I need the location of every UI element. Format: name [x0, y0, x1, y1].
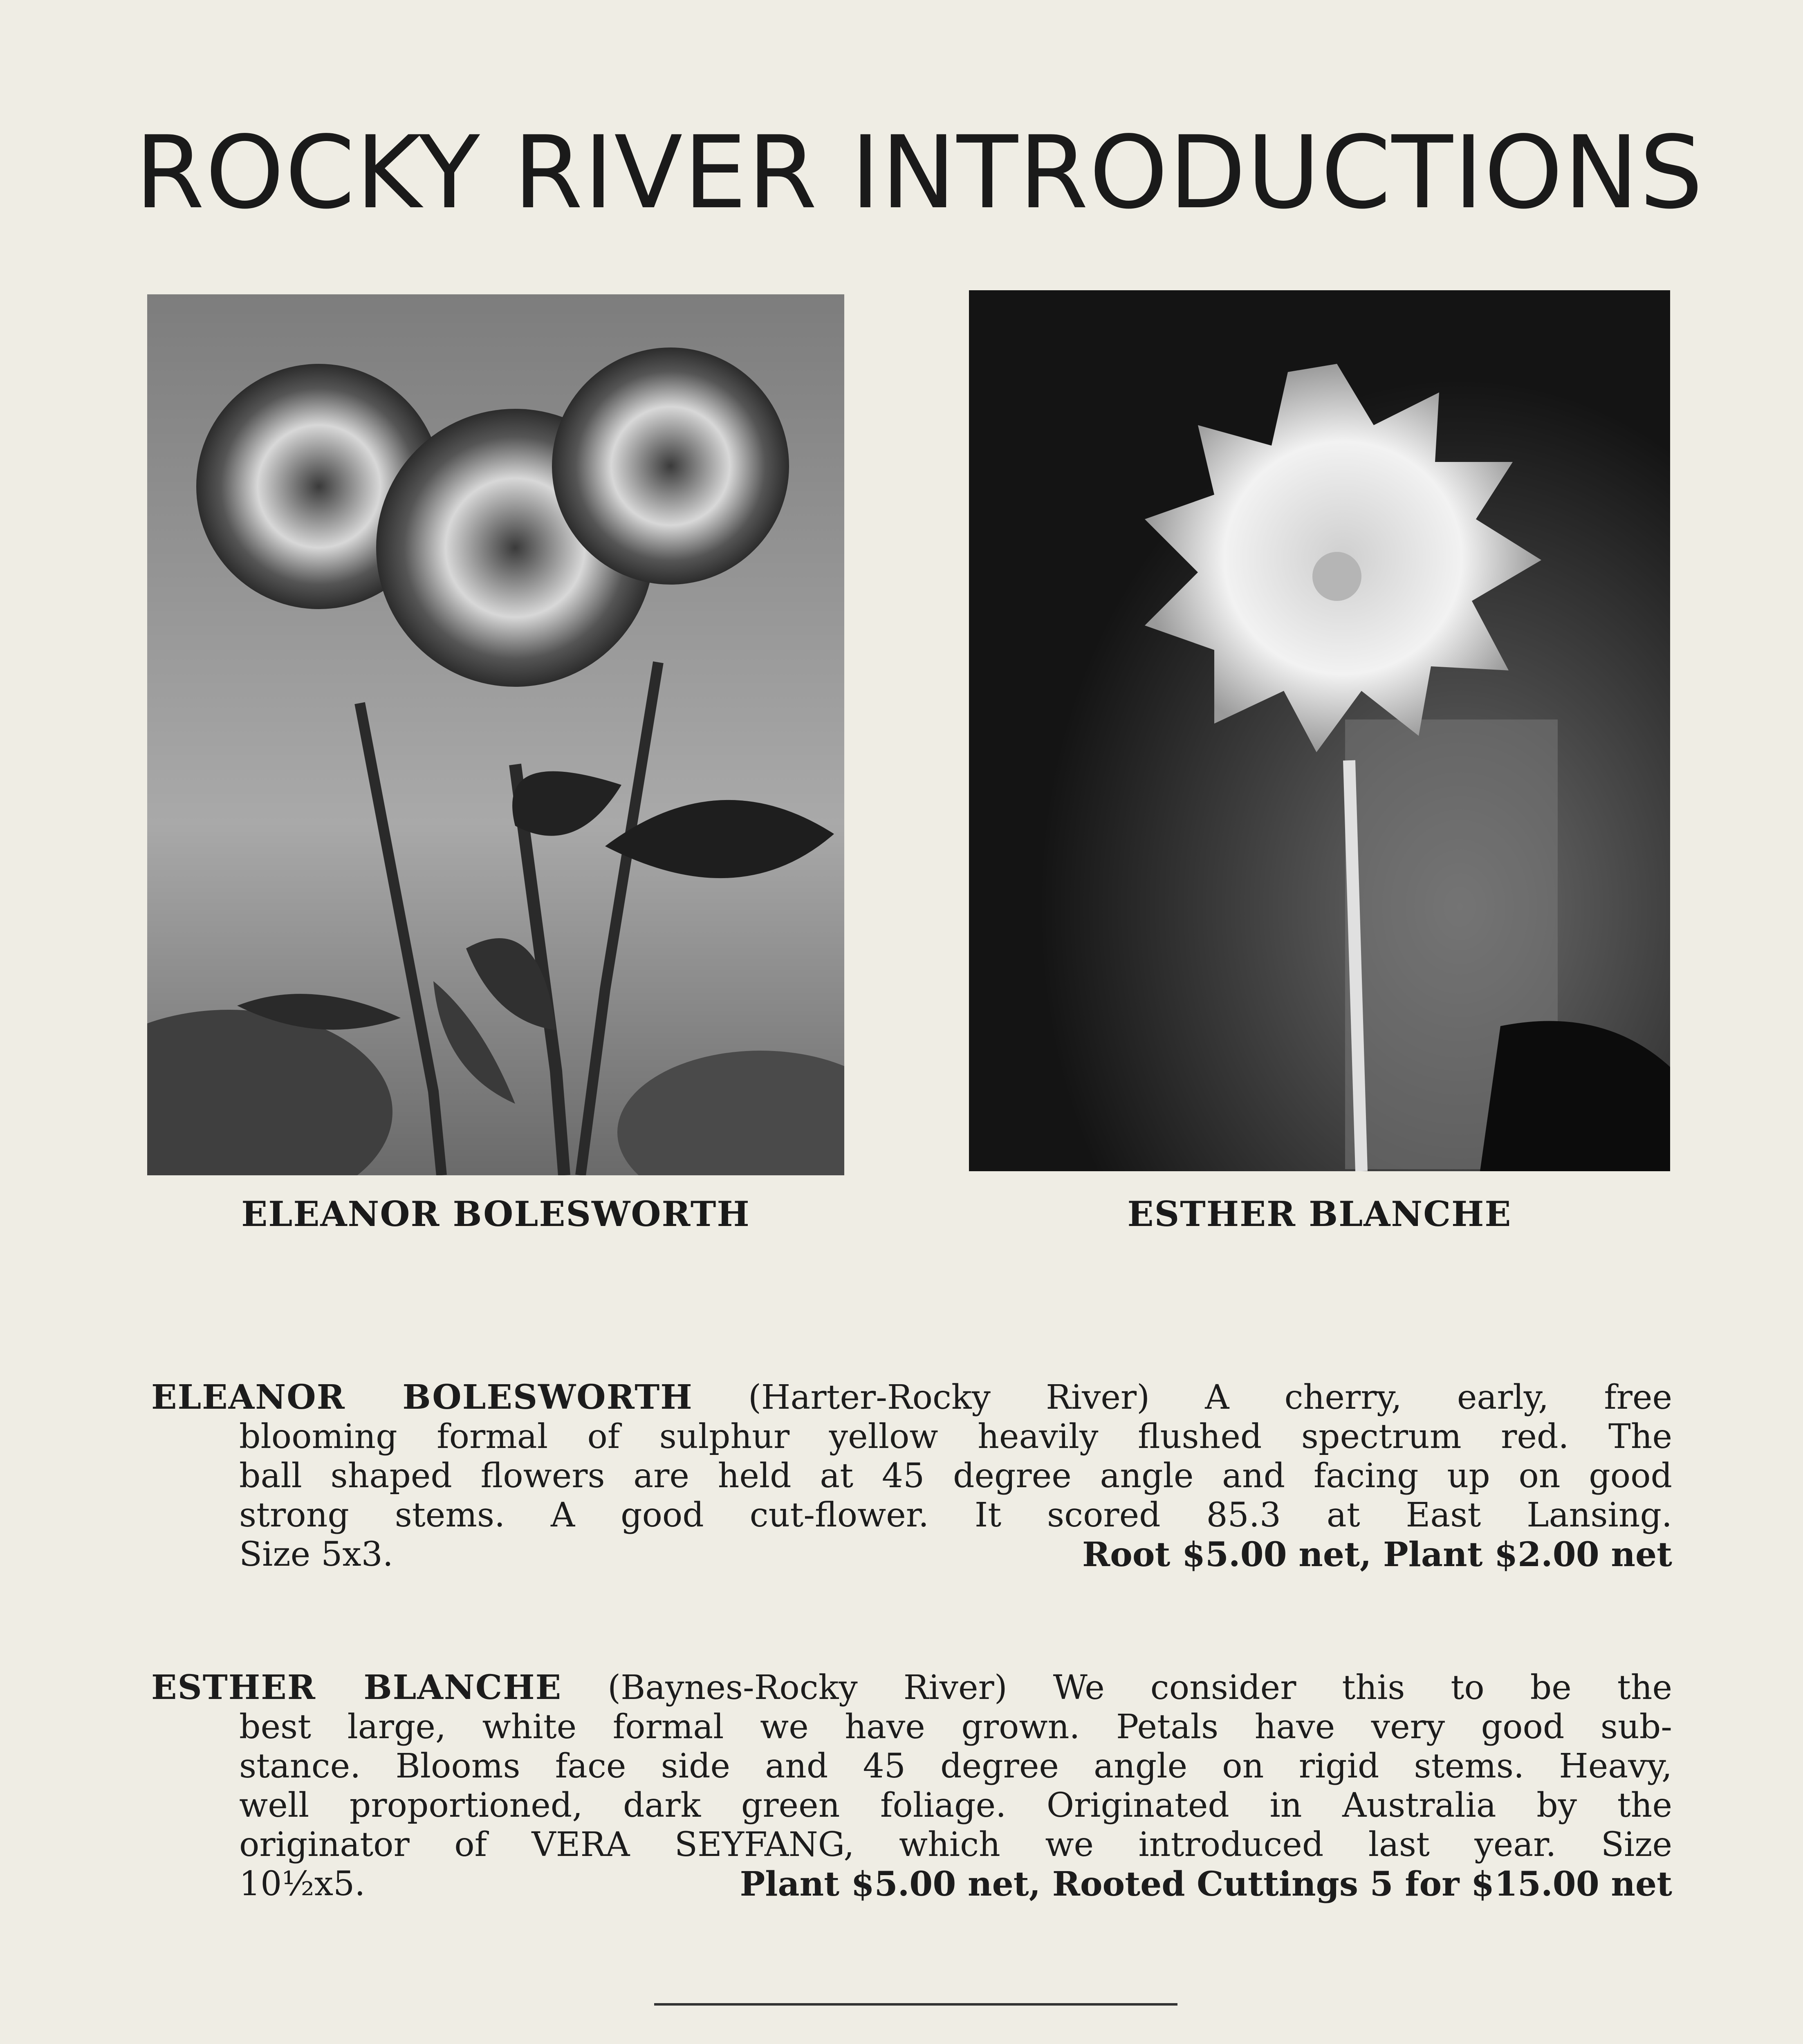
entry-last-line	[151, 1535, 1672, 1574]
entry-line: well proportioned, dark green foliage. Originated in Australia by the	[239, 1786, 1672, 1825]
entry-line: best large, white formal we have grown. Petals have very good sub-	[239, 1708, 1672, 1746]
entry-line: originator of VERA SEYFANG, which we introduced last year. Size	[239, 1825, 1672, 1864]
variety-entry	[151, 1668, 1672, 1904]
eleanor-bolesworth-photo	[147, 294, 844, 1175]
dahlia-cluster-image	[147, 294, 844, 1175]
entry-size: 10½x5.	[239, 1865, 366, 1903]
entry-first-line	[151, 1378, 1672, 1417]
entry-text: (Harter-Rocky River) A cherry, early, free	[693, 1378, 1672, 1417]
white-dahlia-image	[969, 290, 1670, 1171]
variety-name: ESTHER BLANCHE	[151, 1668, 562, 1707]
entry-last-line	[151, 1865, 1672, 1904]
variety-name: ELEANOR BOLESWORTH	[151, 1378, 693, 1417]
photo-caption-left: ELEANOR BOLESWORTH	[241, 1194, 750, 1234]
entry-line: stance. Blooms face side and 45 degree angle on rigid stems. Heavy,	[239, 1747, 1672, 1786]
entry-price: Plant $5.00 net, Rooted Cuttings 5 for $15.00 net	[740, 1865, 1672, 1904]
entry-line: ball shaped flowers are held at 45 degree angle and facing up on good	[239, 1457, 1672, 1495]
photo-caption-right: ESTHER BLANCHE	[1127, 1194, 1512, 1234]
entry-line: strong stems. A good cut-flower. It scored 85.3 at East Lansing.	[239, 1496, 1672, 1535]
entry-size: Size 5x3.	[239, 1535, 393, 1574]
esther-blanche-photo	[969, 290, 1670, 1171]
entry-line: blooming formal of sulphur yellow heavily flushed spectrum red. The	[239, 1417, 1672, 1456]
entry-text: (Baynes-Rocky River) We consider this to be the	[562, 1668, 1672, 1707]
entry-price: Root $5.00 net, Plant $2.00 net	[1082, 1535, 1672, 1574]
entry-first-line	[151, 1668, 1672, 1708]
variety-entry	[151, 1378, 1672, 1574]
page-title: ROCKY RIVER INTRODUCTIONS	[135, 114, 1704, 231]
section-divider	[654, 2003, 1177, 2006]
